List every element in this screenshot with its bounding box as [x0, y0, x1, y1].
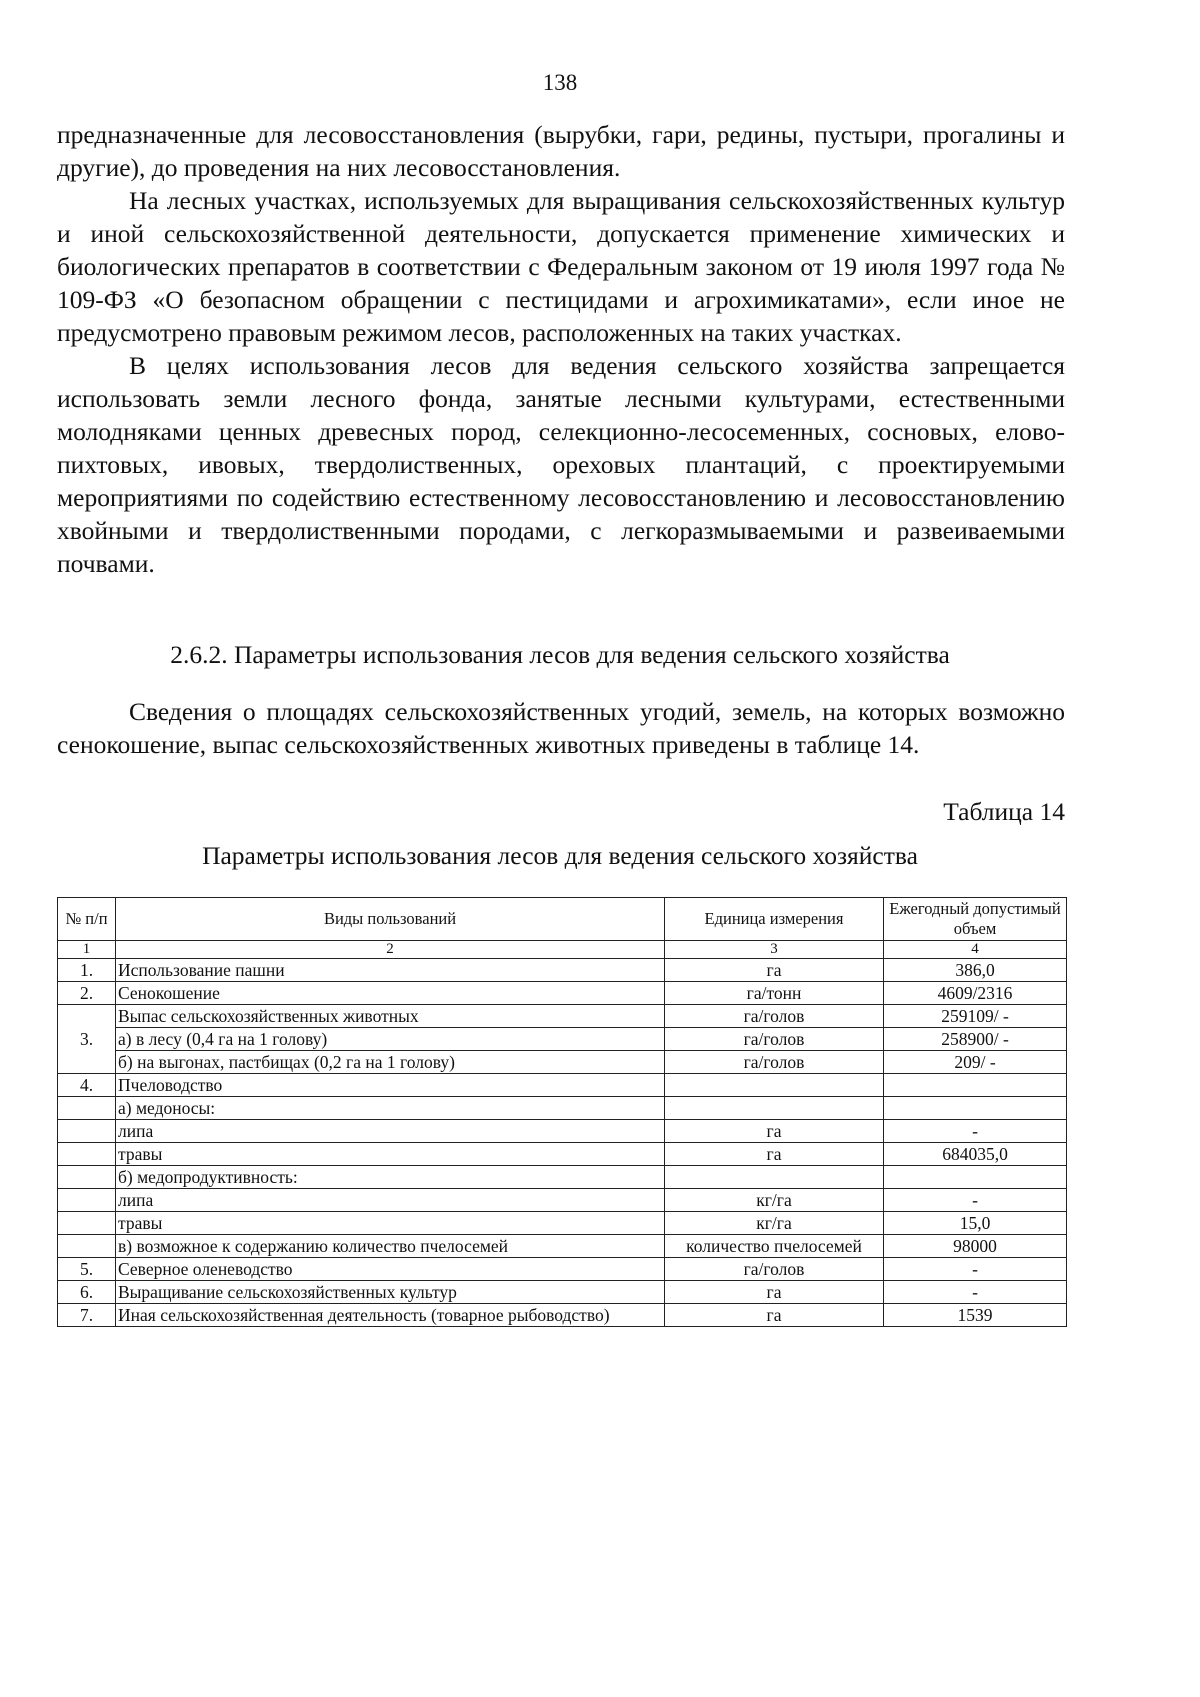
- row-value: -: [884, 1120, 1067, 1143]
- row-name: Использование пашни: [116, 959, 665, 982]
- table-row: [58, 1212, 1067, 1235]
- row-name: б) на выгонах, пастбищах (0,2 га на 1 голову): [116, 1051, 665, 1074]
- paragraph: Сведения о площадях сельскохозяйственных угодий, земель, на которых возможно сенокошение, выпас сельскохозяйственных животных приведены в таблице 14.: [57, 697, 1065, 759]
- table-label: Таблица 14: [943, 797, 1065, 826]
- row-number: [58, 1097, 116, 1120]
- row-unit: га: [665, 959, 884, 982]
- row-unit: га: [665, 1304, 884, 1327]
- row-value: -: [884, 1258, 1067, 1281]
- row-name: Северное оленеводство: [116, 1258, 665, 1281]
- row-value: 386,0: [884, 959, 1067, 982]
- row-number: 1.: [58, 959, 116, 982]
- row-value: -: [884, 1189, 1067, 1212]
- table-row: [58, 1051, 1067, 1074]
- row-number: [58, 1120, 116, 1143]
- parameters-table: [57, 897, 1067, 1327]
- body-text-top: [57, 118, 1065, 580]
- header-cell: Единица измерения: [665, 898, 884, 941]
- column-number-row: [58, 941, 1067, 959]
- table-row: [58, 1304, 1067, 1327]
- table-row: [58, 1028, 1067, 1051]
- row-value: 258900/ -: [884, 1028, 1067, 1051]
- row-name: Иная сельскохозяйственная деятельность (товарное рыбоводство): [116, 1304, 665, 1327]
- row-unit: га/тонн: [665, 982, 884, 1005]
- body-text-intro: [57, 695, 1065, 761]
- row-value: [884, 1097, 1067, 1120]
- table-row: [58, 1166, 1067, 1189]
- row-number: 4.: [58, 1074, 116, 1097]
- row-number: [58, 1212, 116, 1235]
- table-title: Параметры использования лесов для ведения сельского хозяйства: [202, 841, 918, 870]
- table-row: [58, 1074, 1067, 1097]
- row-unit: га/голов: [665, 1028, 884, 1051]
- header-cell: Виды пользований: [116, 898, 665, 941]
- column-number: 3: [665, 941, 884, 959]
- row-name: Выращивание сельскохозяйственных культур: [116, 1281, 665, 1304]
- row-unit: га: [665, 1281, 884, 1304]
- table-row: [58, 1235, 1067, 1258]
- column-number: 4: [884, 941, 1067, 959]
- row-number: 2.: [58, 982, 116, 1005]
- row-unit: кг/га: [665, 1212, 884, 1235]
- row-unit: кг/га: [665, 1189, 884, 1212]
- row-number: 5.: [58, 1258, 116, 1281]
- table-row: [58, 1143, 1067, 1166]
- row-value: 209/ -: [884, 1051, 1067, 1074]
- row-unit: га/голов: [665, 1051, 884, 1074]
- row-unit: [665, 1074, 884, 1097]
- table-body: [58, 959, 1067, 1327]
- row-name: липа: [116, 1189, 665, 1212]
- row-name: а) медоносы:: [116, 1097, 665, 1120]
- row-name: травы: [116, 1212, 665, 1235]
- table-row: [58, 1258, 1067, 1281]
- paragraph: В целях использования лесов для ведения сельского хозяйства запрещается использовать земли лесного фонда, занятые лесными культурами, естественными молодняками ценных древесных пород, селекционно-лесосеменных, сосновых, елово-пихтовых, ивовых, твердолиственных, ореховых плантаций, с проектируемыми мероприятиями по содействию естественному лесовосстановлению и лесовосстановлению хвойными и твердолиственными породами, с легкоразмываемыми и развеиваемыми почвами.: [57, 351, 1065, 578]
- row-value: [884, 1074, 1067, 1097]
- table-row: [58, 1097, 1067, 1120]
- row-number: [58, 1189, 116, 1212]
- paragraph: предназначенные для лесовосстановления (вырубки, гари, редины, пустыри, прогалины и другие), до проведения на них лесовосстановления.: [57, 120, 1065, 182]
- table-row: [58, 982, 1067, 1005]
- row-value: -: [884, 1281, 1067, 1304]
- row-value: 98000: [884, 1235, 1067, 1258]
- row-name: Выпас сельскохозяйственных животных: [116, 1005, 665, 1028]
- row-name: Пчеловодство: [116, 1074, 665, 1097]
- table-row: [58, 1005, 1067, 1028]
- row-name: в) возможное к содержанию количество пчелосемей: [116, 1235, 665, 1258]
- column-number: 2: [116, 941, 665, 959]
- row-number: 6.: [58, 1281, 116, 1304]
- row-name: б) медопродуктивность:: [116, 1166, 665, 1189]
- header-cell: № п/п: [58, 898, 116, 941]
- row-unit: [665, 1097, 884, 1120]
- table-row: [58, 959, 1067, 982]
- row-unit: га: [665, 1143, 884, 1166]
- row-value: 259109/ -: [884, 1005, 1067, 1028]
- row-unit: га/голов: [665, 1258, 884, 1281]
- row-number: [58, 1143, 116, 1166]
- row-value: 684035,0: [884, 1143, 1067, 1166]
- row-value: 1539: [884, 1304, 1067, 1327]
- row-name: Сенокошение: [116, 982, 665, 1005]
- row-value: [884, 1166, 1067, 1189]
- table-header-row: [58, 898, 1067, 941]
- table-row: [58, 1281, 1067, 1304]
- table-row: [58, 1189, 1067, 1212]
- header-cell: Ежегодный допустимый объем: [884, 898, 1067, 941]
- row-number: [58, 1166, 116, 1189]
- section-heading: 2.6.2. Параметры использования лесов для ведения сельского хозяйства: [170, 640, 950, 669]
- row-value: 15,0: [884, 1212, 1067, 1235]
- row-unit: га/голов: [665, 1005, 884, 1028]
- column-number: 1: [58, 941, 116, 959]
- row-name: травы: [116, 1143, 665, 1166]
- page-number: 138: [542, 70, 578, 95]
- row-number: [58, 1235, 116, 1258]
- row-unit: количество пчелосемей: [665, 1235, 884, 1258]
- row-number: 7.: [58, 1304, 116, 1327]
- row-unit: [665, 1166, 884, 1189]
- row-name: а) в лесу (0,4 га на 1 голову): [116, 1028, 665, 1051]
- row-value: 4609/2316: [884, 982, 1067, 1005]
- row-name: липа: [116, 1120, 665, 1143]
- paragraph: На лесных участках, используемых для выращивания сельскохозяйственных культур и иной сельскохозяйственной деятельности, допускается применение химических и биологических препаратов в соответствии с Федеральным законом от 19 июля 1997 года № 109-ФЗ «О безопасном обращении с пестицидами и агрохимикатами», если иное не предусмотрено правовым режимом лесов, расположенных на таких участках.: [57, 186, 1065, 347]
- row-number: 3.: [58, 1005, 116, 1074]
- table-row: [58, 1120, 1067, 1143]
- row-unit: га: [665, 1120, 884, 1143]
